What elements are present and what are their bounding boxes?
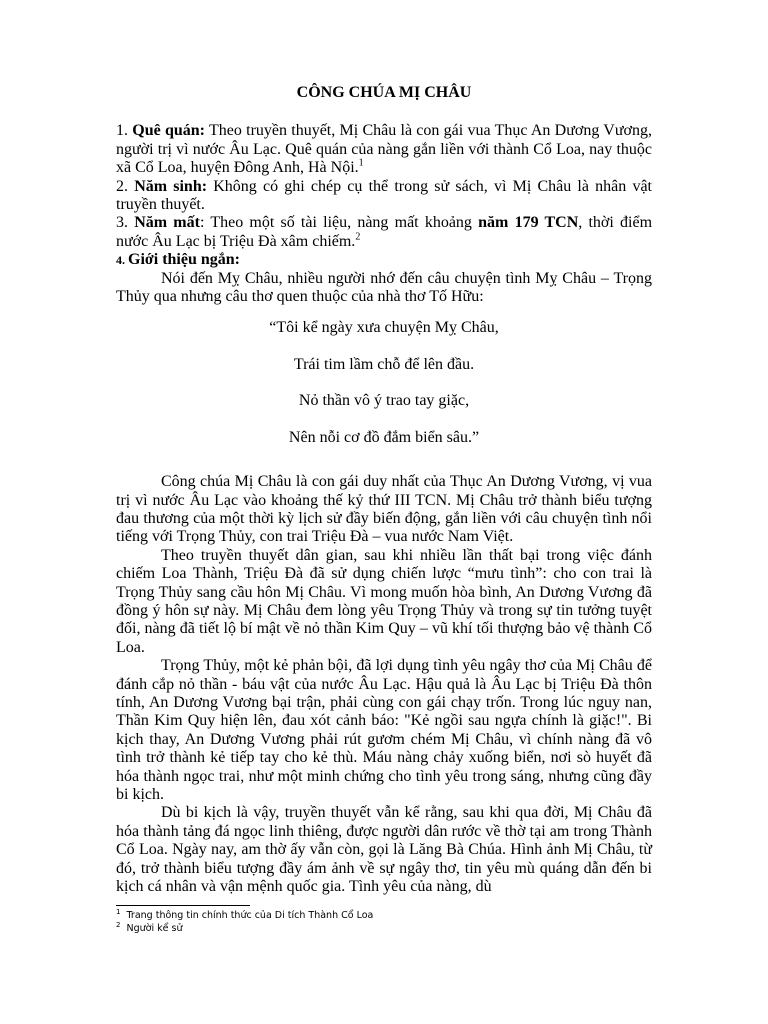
poem (116, 319, 652, 447)
item-birth-year (116, 178, 652, 215)
item-text: Không có ghi chép cụ thể trong sử sách, vì Mị Châu là nhân vật truyền thuyết. (116, 177, 653, 214)
item-label: Năm mất (134, 214, 200, 232)
document-body (116, 84, 652, 896)
item-number: 3. (116, 214, 135, 232)
body-paragraph: Trọng Thủy, một kẻ phản bội, đã lợi dụng tình yêu ngây thơ của Mị Châu để đánh cắp nỏ thần - báu vật của nước Âu Lạc. Hậu quả là Âu Lạc bị Triệu Đà thôn tính, An Dương Vương bại trận, phải cùng con gái chạy trốn. Trong lúc nguy nan, Thần Kim Quy hiện lên, đau xót cảnh báo: "Kẻ ngồi sau ngựa chính là giặc!". Bi kịch thay, An Dương Vương phải rút gươm chém Mị Châu, vì chính nàng đã vô tình trở thành kẻ tiếp tay cho kẻ thù. Máu nàng chảy xuống biển, nơi sò huyết đã hóa thành ngọc trai, như một minh chứng cho tình yêu trong sáng, nhưng cũng đầy bi kịch. (116, 657, 652, 803)
spacer (116, 465, 652, 473)
footnote-mark: 2 (116, 920, 121, 929)
item-label: Năm sinh: (134, 177, 208, 195)
item-emphasis: năm 179 TCN (478, 214, 579, 232)
item-number: 1. (116, 122, 133, 140)
footnote-text: Trang thông tin chính thức của Di tích Thành Cổ Loa (126, 910, 374, 921)
footnote (116, 922, 652, 935)
item-label: Giới thiệu ngắn: (128, 251, 240, 269)
document-title: CÔNG CHÚA MỊ CHÂU (296, 84, 472, 101)
item-text: : Theo một số tài liệu, nàng mất khoảng (199, 214, 479, 232)
footnote-text: Người kể sử (126, 923, 183, 934)
poem-line: Trái tim lầm chỗ để lên đầu. (293, 355, 475, 373)
item-hometown (116, 122, 652, 177)
item-introduction (116, 251, 652, 269)
footnotes (116, 909, 652, 935)
footnote-mark: 1 (116, 907, 121, 916)
footnote-ref[interactable]: 1 (358, 157, 364, 169)
footnote (116, 909, 652, 922)
body-paragraph: Dù bi kịch là vậy, truyền thuyết vẫn kể rằng, sau khi qua đời, Mị Châu đã hóa thành tảng đá ngọc linh thiêng, được người dân rước về thờ tại am trong Thành Cổ Loa. Ngày nay, am thờ ấy vẫn còn, gọi là Lăng Bà Chúa. Hình ảnh Mị Châu, từ đó, trở thành biểu tượng đầy ám ảnh về sự ngây thơ, tin yêu mù quáng dẫn đến bi kịch cá nhân và vận mệnh quốc gia. Tình yêu của nàng, dù (116, 804, 652, 896)
body-paragraph: Công chúa Mị Châu là con gái duy nhất của Thục An Dương Vương, vị vua trị vì nước Âu Lạc vào khoảng thế kỷ thứ III TCN. Mị Châu trở thành biểu tượng đau thương của một thời kỳ lịch sử đầy biến động, gắn liền với câu chuyện tình nổi tiếng với Trọng Thủy, con trai Triệu Đà – vua nước Nam Việt. (116, 473, 652, 546)
item-text: Theo truyền thuyết, Mị Châu là con gái vua Thục An Dương Vương, người trị vì nước Âu Lạc. Quê quán của nàng gắn liền với thành Cổ Loa, nay thuộc xã Cổ Loa, huyện Đông Anh, Hà Nội. (116, 122, 652, 177)
item-number: 2. (116, 177, 135, 195)
footnote-ref[interactable]: 2 (355, 231, 361, 243)
intro-paragraph: Nói đến Mỵ Châu, nhiều người nhớ đến câu chuyện tình Mỵ Châu – Trọng Thủy qua nhưng câu thơ quen thuộc của nhà thơ Tố Hữu: (116, 269, 652, 306)
poem-line: Nên nỗi cơ đồ đắm biển sâu.” (288, 428, 480, 446)
item-number: 4. (116, 253, 128, 268)
body-paragraph: Theo truyền thuyết dân gian, sau khi nhiều lần thất bại trong việc đánh chiếm Loa Thành, Triệu Đà đã sử dụng chiến lược “mưu tình”: cho con trai là Trọng Thủy sang cầu hôn Mị Châu. Vì mong muốn hòa bình, An Dương Vương đã đồng ý hôn sự này. Mị Châu đem lòng yêu Trọng Thủy và trong sự tin tưởng tuyệt đối, nàng đã tiết lộ bí mật về nỏ thần Kim Quy – vũ khí tối thượng bảo vệ thành Cổ Loa. (116, 546, 652, 656)
item-text-continued: , thời điểm nước Âu Lạc bị Triệu Đà xâm chiếm. (116, 214, 653, 250)
footnote-separator (116, 905, 250, 906)
poem-line: “Tôi kể ngày xưa chuyện Mỵ Châu, (269, 319, 499, 337)
item-death-year (116, 214, 652, 251)
poem-line: Nỏ thần vô ý trao tay giặc, (298, 392, 470, 410)
item-label: Quê quán: (132, 122, 205, 140)
